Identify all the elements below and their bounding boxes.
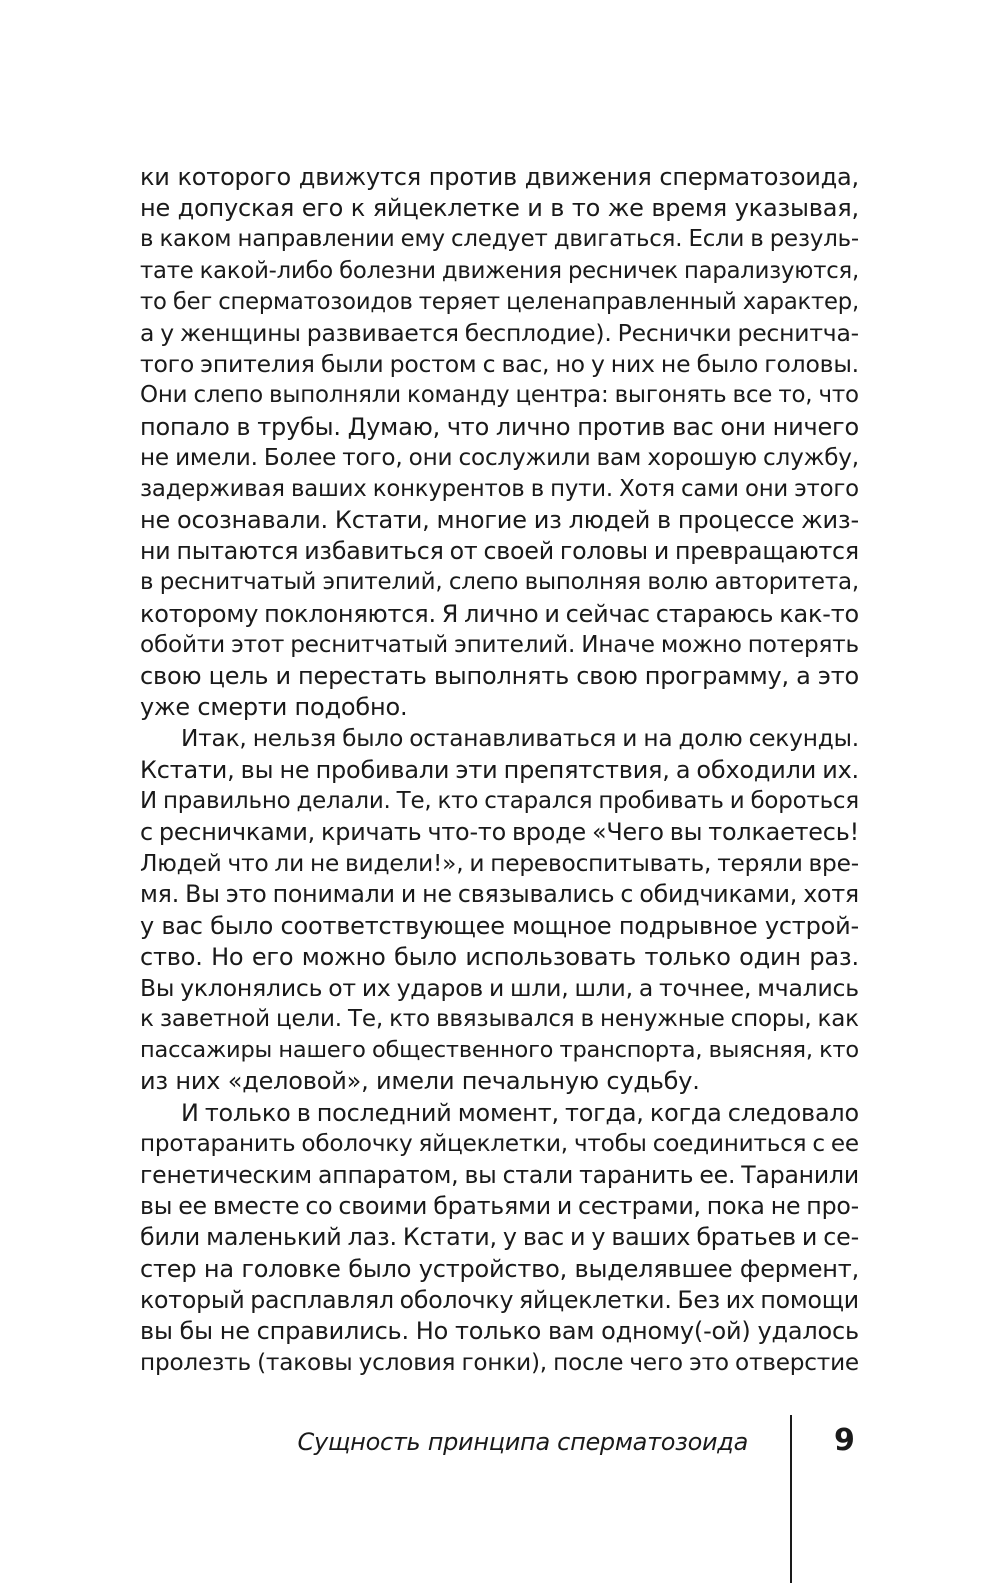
text-line: Кстати, вы не пробивали эти препятствия, а обходили их. (140, 755, 859, 784)
text-line: Итак, нельзя было останавливаться и на долю секунды. (181, 725, 859, 753)
text-line: не допуская его к яйцеклетке и в то же время указывая, (140, 194, 859, 223)
text-line: генетическим аппаратом, вы стали таранить ее. Таранили (140, 1161, 859, 1189)
text-line: Они слепо выполняли команду центра: выгонять все то, что (140, 382, 859, 409)
footer-divider (790, 1415, 792, 1583)
text-line: били маленький лаз. Кстати, у вас и у ваших братьев и се- (140, 1223, 859, 1252)
text-line: обойти этот реснитчатый эпителий. Иначе можно потерять (140, 631, 859, 658)
text-line: И только в последний момент, тогда, когда следовало (181, 1098, 859, 1127)
text-line: тате какой-либо болезни движения ресничек парализуются, (140, 257, 859, 284)
text-line: вы бы не справились. Но только вам одному(-ой) удалось (140, 1316, 859, 1345)
text-line: не осознавали. Кстати, многие из людей в процессе жиз- (140, 506, 859, 535)
running-footer-title: Сущность принципа сперматозоида (297, 1428, 748, 1456)
text-line: И правильно делали. Те, кто старался пробивать и бороться (140, 787, 859, 814)
text-line: Вы уклонялись от их ударов и шли, шли, а точнее, мчались (140, 973, 859, 1002)
text-line: Людей что ли не видели!», и перевоспитывать, теряли вре- (140, 850, 859, 878)
text-line: задерживая ваших конкурентов в пути. Хотя сами они этого (140, 475, 859, 502)
text-line: в реснитчатый эпителий, слепо выполняя волю авторитета, (140, 569, 859, 596)
text-line: в каком направлении ему следует двигаться. Если в резуль- (140, 226, 859, 253)
text-line: не имели. Более того, они сослужили вам хорошую службу, (140, 444, 859, 471)
text-line: попало в трубы. Думаю, что лично против вас они ничего (140, 412, 859, 441)
text-line: протаранить оболочку яйцеклетки, чтобы соединиться с ее (140, 1130, 859, 1157)
text-line: свою цель и перестать выполнять свою программу, а это (140, 662, 859, 690)
text-line: то бег сперматозоидов теряет целенаправленный характер, (140, 288, 859, 315)
text-line: которому поклоняются. Я лично и сейчас стараюсь как-то (140, 599, 859, 628)
text-line: ки которого движутся против движения сперматозоида, (140, 163, 859, 191)
text-line: а у женщины развивается бесплодие). Реснички реснитча- (140, 318, 859, 347)
body-text (140, 162, 859, 1378)
text-line: того эпителия были ростом с вас, но у них не было головы. (140, 350, 859, 379)
text-line: у вас было соответствующее мощное подрывное устрой- (140, 911, 859, 940)
text-line: уже смерти подобно. (140, 693, 408, 722)
text-line: к заветной цели. Те, кто ввязывался в ненужные споры, как (140, 1006, 859, 1033)
text-line: который расплавлял оболочку яйцеклетки. Без их помощи (140, 1285, 859, 1314)
text-line: ство. Но его можно было использовать только один раз. (140, 942, 859, 971)
text-line: из них «деловой», имели печальную судьбу. (140, 1067, 700, 1096)
text-line: пролезть (таковы условия гонки), после чего это отверстие (140, 1349, 859, 1377)
text-line: вы ее вместе со своими братьями и сестрами, пока не про- (140, 1192, 859, 1221)
text-line: пассажиры нашего общественного транспорта, выясняя, кто (140, 1037, 859, 1064)
text-line: мя. Вы это понимали и не связывались с обидчиками, хотя (140, 880, 859, 909)
text-line: стер на головке было устройство, выделявшее фермент, (140, 1254, 859, 1283)
text-line: с ресничками, кричать что-то вроде «Чего вы толкаетесь! (140, 817, 859, 846)
text-line: ни пытаются избавиться от своей головы и превращаются (140, 537, 859, 566)
page-number: 9 (834, 1423, 855, 1458)
